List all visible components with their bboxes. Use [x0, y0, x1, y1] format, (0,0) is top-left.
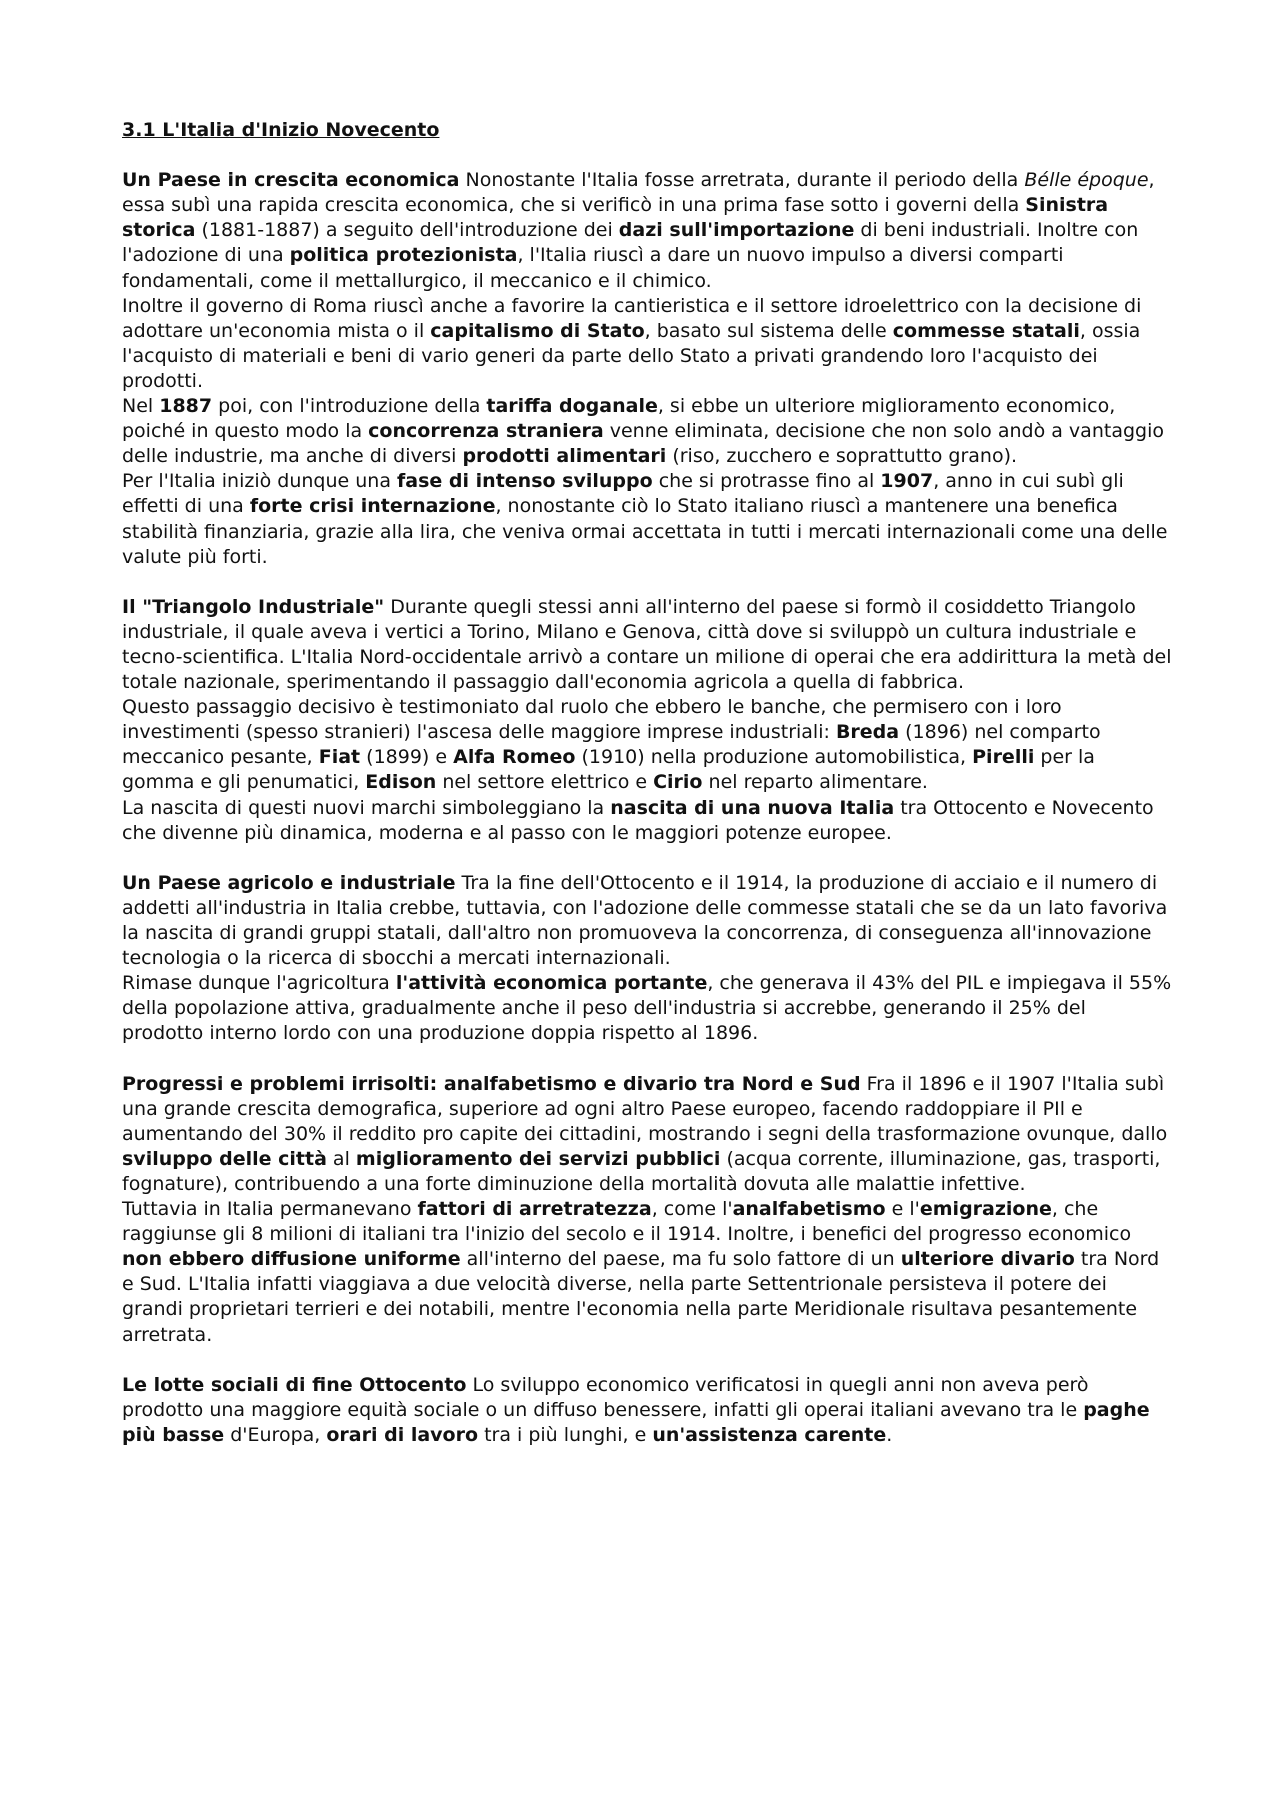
text-run: La nascita di questi nuovi marchi simboleggiano la — [122, 796, 611, 819]
text-run: , ossia l'acquisto di materiali e beni di vario generi da parte dello Stato a privati grandendo loro l'acquisto dei prodotti. — [122, 319, 1141, 392]
bold-text: 1887 — [159, 395, 213, 418]
text-run: , l'Italia riuscì a dare un nuovo impulso a diversi comparti fondamentali, come il mettallurgico, il meccanico e il chimico. — [122, 244, 1064, 292]
section-lead-paragraph — [122, 168, 1172, 293]
bold-text: Sinistra storica — [122, 194, 1109, 242]
body-paragraph — [122, 971, 1172, 1046]
text-run: , si ebbe un ulteriore miglioramento economico, poiché in questo modo la — [122, 395, 1116, 443]
bold-text: tariffa doganale — [486, 395, 658, 418]
document-section — [122, 1373, 1172, 1448]
section-lead-paragraph — [122, 595, 1172, 695]
text-run: , che raggiunse gli 8 milioni di italiani tra l'inizio del secolo e il 1914. Inoltre, i benefici del progresso economico — [122, 1198, 1132, 1246]
bold-text: politica protezionista — [289, 244, 518, 267]
text-run: Questo passaggio decisivo è testimoniato dal ruolo che ebbero le banche, che permisero con i loro investimenti (spesso stranieri) l'ascesa delle maggiore imprese industriali: — [122, 696, 1062, 744]
text-run: tra i più lunghi, e — [478, 1423, 653, 1446]
bold-text: Cirio — [653, 771, 703, 794]
text-run: e l' — [885, 1198, 920, 1221]
section-heading: Progressi e problemi irrisolti: analfabetismo e divario tra Nord e Sud — [122, 1072, 861, 1095]
bold-text: Alfa Romeo — [453, 746, 576, 769]
text-run: (acqua corrente, illuminazione, gas, trasporti, fognature), contribuendo a una forte diminuzione della mortalità dovuta alle malattie infettive. — [122, 1147, 1161, 1195]
bold-text: miglioramento dei servizi pubblici — [355, 1147, 721, 1170]
bold-text: fattori di arretratezza — [417, 1198, 652, 1221]
text-run: per la gomma e gli penumatici, — [122, 746, 1095, 794]
text-run: . — [886, 1423, 893, 1446]
bold-text: capitalismo di Stato — [430, 319, 645, 342]
body-paragraph — [122, 796, 1172, 846]
text-run: tra Ottocento e Novecento che divenne più dinamica, moderna e al passo con le maggiori potenze europee. — [122, 796, 1154, 844]
text-run: Tuttavia in Italia permanevano — [122, 1198, 418, 1221]
section-heading: Le lotte sociali di fine Ottocento — [122, 1373, 467, 1396]
section-lead-paragraph — [122, 1373, 1172, 1448]
section-heading: Un Paese in crescita economica — [122, 169, 460, 192]
section-heading: Un Paese agricolo e industriale — [122, 871, 456, 894]
text-run: (1910) nella produzione automobilistica, — [575, 746, 973, 769]
body-paragraph — [122, 695, 1172, 795]
bold-text: orari di lavoro — [326, 1423, 479, 1446]
bold-text: 1907 — [880, 470, 934, 493]
document-section — [122, 595, 1172, 846]
text-run: , nonostante ciò lo Stato italiano riuscì a mantenere una benefica stabilità finanziaria, grazie alla lira, che veniva ormai accettata in tutti i mercati internazionali come una delle valute più forti. — [122, 495, 1168, 568]
section-lead-paragraph — [122, 871, 1172, 971]
text-run: nel reparto alimentare. — [702, 771, 928, 794]
text-run: d'Europa, — [224, 1423, 327, 1446]
text-run: al — [326, 1147, 356, 1170]
bold-text: Edison — [365, 771, 437, 794]
bold-text: fase di intenso sviluppo — [397, 470, 653, 493]
text-run: , come l' — [651, 1198, 733, 1221]
bold-text: un'assistenza carente — [652, 1423, 887, 1446]
bold-text: Breda — [835, 721, 900, 744]
text-run: poi, con l'introduzione della — [212, 395, 487, 418]
text-run: Tra la fine dell'Ottocento e il 1914, la produzione di acciaio e il numero di addetti all'industria in Italia crebbe, tuttavia, con l'adozione delle commesse statali che se da un lato favoriva la nascita di grandi gruppi statali, dall'altro non promuoveva la concorrenza, di conseguenza all'innovazione tecnologia o la ricerca di sbocchi a mercati internazionali. — [122, 871, 1168, 970]
text-run: Durante quegli stessi anni all'interno del paese si formò il cosiddetto Triangolo industriale, il quale aveva i vertici a Torino, Milano e Genova, città dove si sviluppò un cultura industriale e tecno-scientifica. L'Italia Nord-occidentale arrivò a contare un milione di operai che era addirittura la metà del totale nazionale, sperimentando il passaggio dall'economia agricola a quella di fabbrica. — [122, 595, 1172, 694]
body-paragraph — [122, 294, 1172, 394]
bold-text: forte crisi internazione — [249, 495, 496, 518]
text-run: , anno in cui subì gli effetti di una — [122, 470, 1124, 518]
text-run: tra Nord e Sud. L'Italia infatti viaggiava a due velocità diverse, nella parte Settentrionale persisteva il potere dei grandi proprietari terrieri e dei notabili, mentre l'economia nella parte Meridionale risultava pesantemente arretrata. — [122, 1248, 1160, 1346]
document-section — [122, 168, 1172, 570]
bold-text: ulteriore divario — [900, 1248, 1075, 1271]
bold-text: sviluppo delle città — [122, 1147, 327, 1170]
text-run: (1896) nel comparto meccanico pesante, — [122, 721, 1101, 769]
text-run: , che generava il 43% del PIL e impiegava il 55% della popolazione attiva, gradualmente anche il peso dell'industria si accrebbe, generando il 25% del prodotto interno lordo con una produzione doppia rispetto al 1896. — [122, 972, 1172, 1045]
document-section — [122, 1072, 1172, 1348]
bold-text: commesse statali — [892, 319, 1080, 342]
bold-text: paghe più basse — [122, 1398, 1150, 1446]
document-body — [122, 168, 1172, 1448]
bold-text: concorrenza straniera — [368, 420, 604, 443]
bold-text: emigrazione — [919, 1198, 1052, 1221]
text-run: venne eliminata, decisione che non solo andò a vantaggio delle industrie, ma anche di diversi — [122, 420, 1164, 468]
text-run: , essa subì una rapida crescita economica, che si verificò in una prima fase sotto i governi della — [122, 169, 1155, 217]
text-run: Per l'Italia iniziò dunque una — [122, 470, 398, 493]
text-run: Nel — [122, 395, 160, 418]
text-run: Fra il 1896 e il 1907 l'Italia subì una grande crescita demografica, superiore ad ogni altro Paese europeo, facendo raddoppiare il PIl e aumentando del 30% il reddito pro capite dei cittadini, mostrando i segni della trasformazione ovunque, dallo — [122, 1072, 1168, 1145]
text-run: che si protrasse fino al — [652, 470, 881, 493]
text-run: (riso, zucchero e soprattutto grano). — [666, 445, 1018, 468]
text-run: Lo sviluppo economico verificatosi in quegli anni non aveva però prodotto una maggiore equità sociale o un diffuso benessere, infatti gli operai italiani avevano tra le — [122, 1373, 1089, 1421]
body-paragraph — [122, 394, 1172, 469]
text-run: Nonostante l'Italia fosse arretrata, durante il periodo della — [459, 169, 1025, 192]
bold-text: l'attività economica portante — [395, 972, 708, 995]
text-run: Rimase dunque l'agricoltura — [122, 972, 396, 995]
text-run: nel settore elettrico e — [436, 771, 654, 794]
text-run: Inoltre il governo di Roma riuscì anche a favorire la cantieristica e il settore idroelettrico con la decisione di adottare un'economia mista o il — [122, 294, 1142, 342]
text-run: di beni industriali. Inoltre con l'adozione di una — [122, 219, 1139, 267]
italic-text: Bélle époque — [1024, 169, 1149, 192]
bold-text: dazi sull'importazione — [618, 219, 855, 242]
document-page — [122, 118, 1172, 1473]
bold-text: prodotti alimentari — [462, 445, 667, 468]
document-section — [122, 871, 1172, 1047]
text-run: all'interno del paese, ma fu solo fattore di un — [460, 1248, 901, 1271]
bold-text: analfabetismo — [732, 1198, 886, 1221]
document-title: 3.1 L'Italia d'Inizio Novecento — [122, 119, 440, 141]
section-heading: Il "Triangolo Industriale" — [122, 595, 385, 618]
text-run: (1881-1887) a seguito dell'introduzione dei — [195, 219, 619, 242]
text-run: (1899) e — [360, 746, 454, 769]
body-paragraph — [122, 1197, 1172, 1348]
bold-text: Pirelli — [972, 746, 1035, 769]
bold-text: non ebbero diffusione uniforme — [122, 1248, 461, 1271]
bold-text: nascita di una nuova Italia — [610, 796, 895, 819]
bold-text: Fiat — [318, 746, 361, 769]
text-run: , basato sul sistema delle — [644, 319, 893, 342]
section-lead-paragraph — [122, 1072, 1172, 1197]
body-paragraph — [122, 469, 1172, 569]
